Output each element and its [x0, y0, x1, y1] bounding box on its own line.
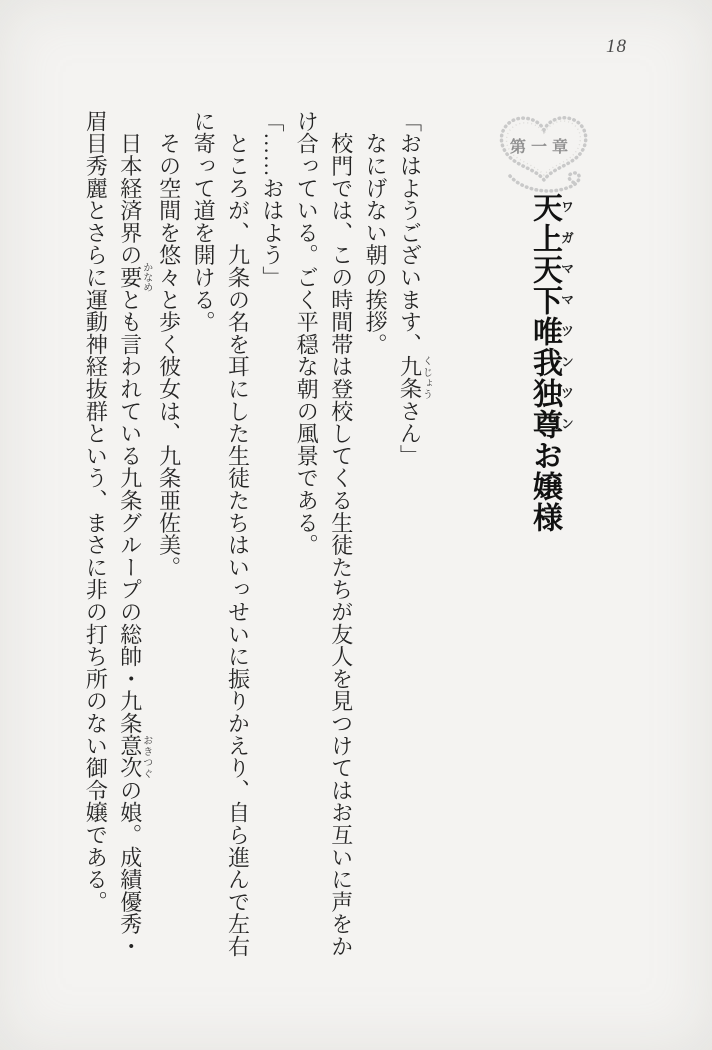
page-number: 18 [606, 36, 627, 57]
text-column: に寄って道を開ける。 [191, 110, 217, 333]
chapter-title [524, 192, 574, 572]
text-column: け合っている。ごく平穏な朝の風景である。 [294, 110, 320, 556]
text-column: 校門では、この時間帯は登校してくる生徒たちが友人を見つけてはお互いに声をか [328, 110, 354, 958]
text-column: ところが、九条の名を耳にした生徒たちはいっせいに振りかえり、自ら進んで左右 [225, 110, 251, 958]
text-column: 眉目秀麗とさらに運動神経抜群という、まさに非の打ち所のない御令嬢である。 [83, 110, 109, 913]
chapter-label: 第一章 [509, 139, 573, 156]
text-column: その空間を悠々と歩く彼女は、九条亜佐美。 [156, 110, 182, 579]
text-column: 「おはようございます、九条くじょうさん」 [397, 110, 432, 467]
body-text [83, 110, 432, 960]
text-column: なにげない朝の挨拶。 [363, 110, 389, 356]
chapter-title-text: 天上天下唯我独尊ワガママツンツンお嬢様 [528, 192, 574, 533]
text-column: 日本経済界の要かなめとも言われている九条グループの総帥・九条意次おきつぐの娘。成績優秀・ [117, 110, 152, 958]
text-column: 「……おはよう」 [259, 110, 285, 289]
